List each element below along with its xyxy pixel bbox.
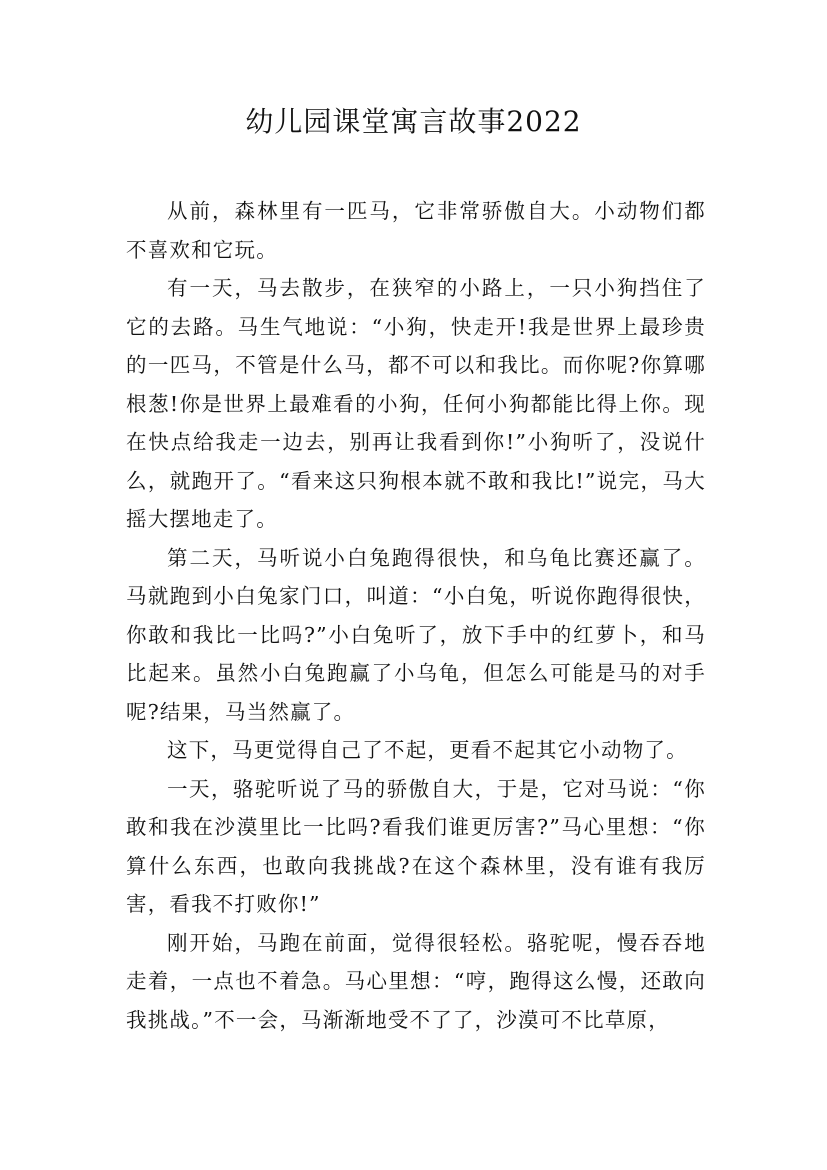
paragraph: 一天，骆驼听说了马的骄傲自大，于是，它对马说：“你敢和我在沙漠里比一比吗?看我们谁更厉害?”马心里想：“你算什么东西，也敢向我挑战?在这个森林里，没有谁有我厉害，看我不打败你!” [126, 776, 706, 916]
paragraph: 第二天，马听说小白兔跑得很快，和乌龟比赛还赢了。马就跑到小白兔家门口，叫道：“小白兔，听说你跑得很快，你敢和我比一比吗?”小白兔听了，放下手中的红萝卜，和马比起来。虽然小白兔跑赢了小乌龟，但怎么可能是马的对手呢?结果，马当然赢了。 [126, 545, 706, 724]
paragraph: 有一天，马去散步，在狭窄的小路上，一只小狗挡住了它的去路。马生气地说：“小狗，快走开!我是世界上最珍贵的一匹马，不管是什么马，都不可以和我比。而你呢?你算哪根葱!你是世界上最难看的小狗，任何小狗都能比得上你。现在快点给我走一边去，别再让我看到你!”小狗听了，没说什么，就跑开了。“看来这只狗根本就不敢和我比!”说完，马大摇大摆地走了。 [126, 276, 706, 531]
document-title: 幼儿园课堂寓言故事2022 [245, 105, 582, 138]
document-body [126, 192, 706, 1039]
paragraph: 刚开始，马跑在前面，觉得很轻松。骆驼呢，慢吞吞地走着，一点也不着急。马心里想：“哼，跑得这么慢，还敢向我挑战。”不一会，马渐渐地受不了了，沙漠可不比草原， [126, 930, 706, 1032]
paragraph: 这下，马更觉得自己了不起，更看不起其它小动物了。 [167, 738, 688, 762]
paragraph: 从前，森林里有一匹马，它非常骄傲自大。小动物们都不喜欢和它玩。 [126, 199, 706, 262]
